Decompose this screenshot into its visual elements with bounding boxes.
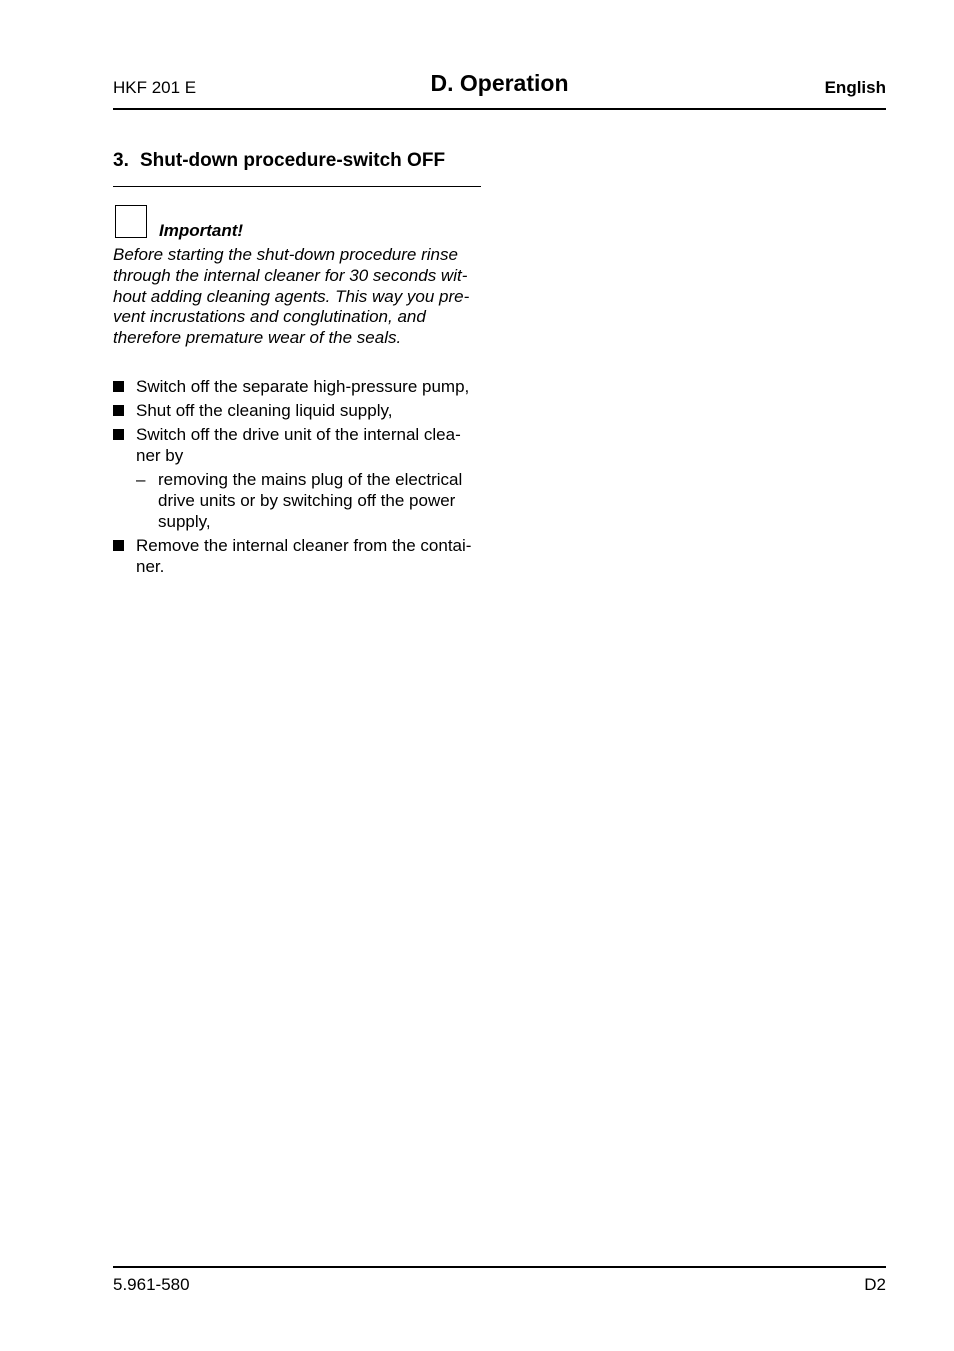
document-id: HKF 201 E: [113, 78, 197, 97]
chapter-title: D. Operation: [430, 70, 569, 96]
page-number: D2: [864, 1275, 886, 1294]
dash-bullet: –: [136, 470, 146, 489]
sub-list-item-line: supply,: [158, 512, 211, 531]
note-heading: Important!: [159, 221, 244, 240]
note-line: hout adding cleaning agents. This way you pre-: [113, 286, 470, 306]
square-bullet-icon: [113, 381, 124, 392]
note-line: through the internal cleaner for 30 seconds wit-: [113, 265, 468, 285]
section-number: 3.: [113, 150, 129, 171]
list-item-text: [136, 535, 471, 577]
list-item-line: ner by: [136, 446, 184, 465]
list-item-text: [136, 376, 469, 397]
sub-list-item-line: removing the mains plug of the electrical: [158, 470, 463, 489]
language-label: English: [824, 78, 886, 97]
note-line: therefore premature wear of the seals.: [113, 328, 402, 348]
list-item-line: ner.: [136, 557, 165, 576]
section-title: Shut-down procedure-switch OFF: [140, 150, 446, 171]
note-line: vent incrustations and conglutination, and: [113, 307, 426, 327]
page-header: [113, 70, 886, 110]
part-number: 5.961-580: [113, 1275, 190, 1294]
list-item-line: Switch off the separate high-pressure pump,: [136, 377, 470, 396]
list-item-line: Switch off the drive unit of the internal clea-: [136, 425, 461, 444]
list-item-line: Shut off the cleaning liquid supply,: [136, 401, 393, 420]
square-bullet-icon: [113, 429, 124, 440]
note-icon: [115, 205, 147, 238]
section-divider: [113, 186, 481, 187]
sub-list-item-line: drive units or by switching off the power: [158, 491, 456, 510]
page-footer: [113, 1266, 886, 1294]
square-bullet-icon: [113, 405, 124, 416]
square-bullet-icon: [113, 540, 124, 551]
note-text: [113, 245, 483, 349]
list-item-text: [136, 424, 461, 466]
section-heading: [113, 150, 445, 172]
note-line: Before starting the shut-down procedure rinse: [113, 245, 458, 264]
sub-list-item-text: [158, 469, 462, 532]
list-item-text: [136, 400, 392, 421]
list-item-line: Remove the internal cleaner from the contai-: [136, 536, 472, 555]
